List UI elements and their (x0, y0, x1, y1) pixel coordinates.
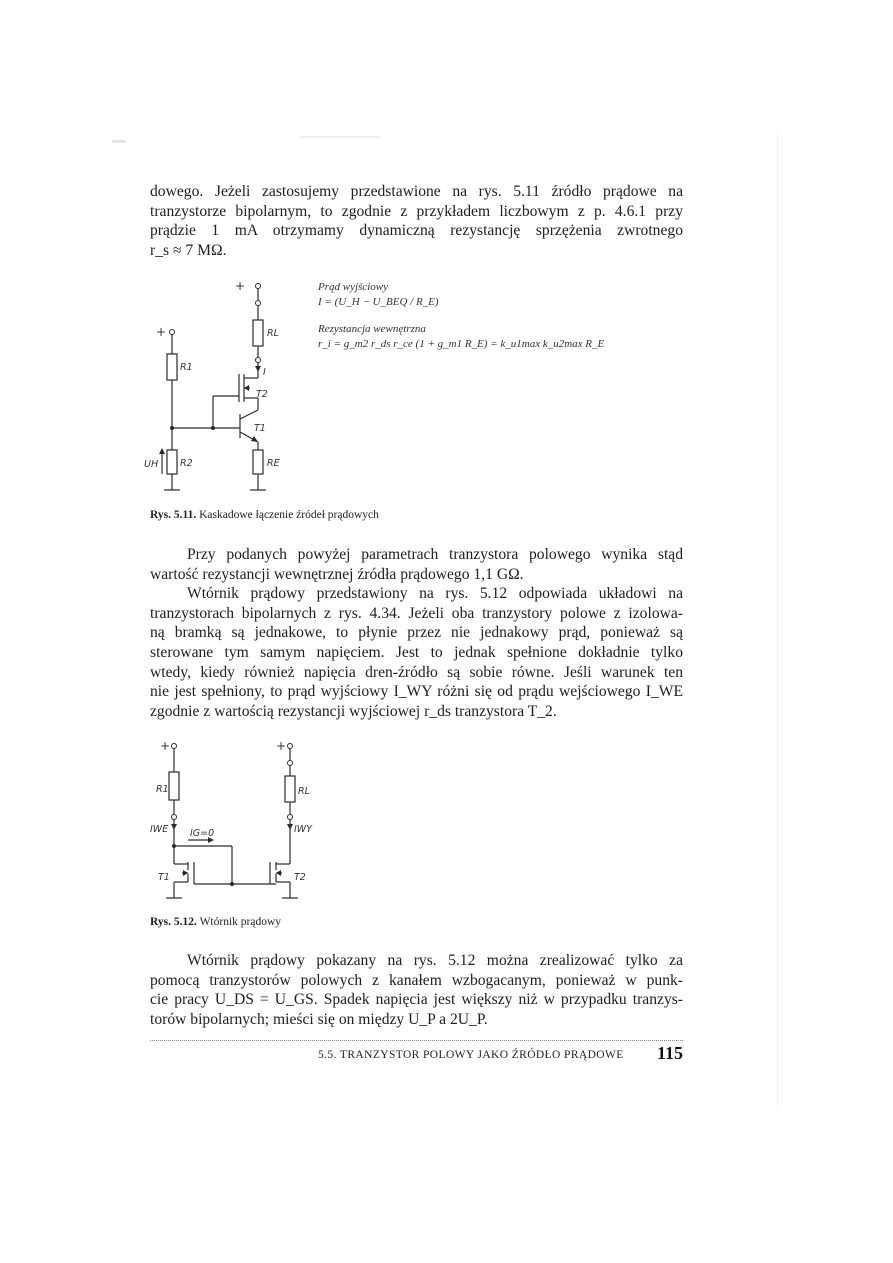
caption-number: Rys. 5.11. (150, 509, 197, 521)
text-line: pomocą tranzystorów polowych z kanałem wzbogacanym, ponieważ w punk- (150, 971, 683, 989)
rl-label: RL (267, 328, 279, 339)
text-line: dowego. Jeżeli zastosujemy przedstawione na rys. 5.11 źródło prądowe na (150, 183, 683, 200)
r2-label: R2 (180, 458, 193, 469)
terminal (288, 815, 293, 820)
t2-label: T2 (256, 389, 268, 400)
text-line: cie pracy U_DS = U_GS. Spadek napięcia jest większy niż w przypadku tranzys- (150, 991, 683, 1009)
uh-label: UH (144, 459, 159, 470)
figure-5-11-caption (150, 509, 379, 521)
formula-title-output-current: Prąd wyjściowy (318, 281, 388, 293)
current-arrow-i (255, 366, 261, 372)
arrow (244, 385, 249, 391)
paragraph-3 (150, 951, 683, 1029)
text-line: wtedy, kiedy również napięcia dren-źródło są sobie równe. Jeśli warunek ten (150, 663, 683, 681)
text-line: r_s ≈ 7 MΩ. (150, 241, 227, 259)
text-line: sterowane tym samym napięciem. Jest to jednak spełnione dokładnie tylko (150, 643, 683, 661)
arrow (159, 448, 165, 454)
t1-label: T1 (158, 872, 170, 883)
terminal (172, 815, 177, 820)
formula-output-current: I = (U_H − U_BEQ / R_E) (318, 296, 439, 308)
text-line: tranzystorze bipolarnym, to zgodnie z przykładem liczbowym z p. 4.6.1 przy (150, 202, 683, 220)
text-line: Wtórnik prądowy przedstawiony na rys. 5.12 odpowiada układowi na (187, 585, 683, 603)
paragraph-2 (150, 545, 683, 721)
scan-edge-mark (777, 130, 778, 1110)
current-arrow-iwy (287, 824, 293, 830)
resistor-rl (253, 320, 263, 346)
resistor-r1 (169, 772, 179, 800)
text-line: wartość rezystancji wewnętrznej źródła prądowego 1,1 GΩ. (150, 565, 524, 583)
paragraph-1 (150, 182, 683, 260)
iwe-label: IWE (150, 824, 169, 835)
arrow (183, 870, 188, 876)
plus-top-label: + (235, 279, 246, 293)
t1-label: T1 (254, 423, 266, 434)
r1-label: R1 (156, 784, 169, 795)
figure-5-11-circuit (140, 276, 320, 498)
node (211, 426, 215, 430)
text-line: Przy podanych powyżej parametrach tranzystora polowego wynika stąd (187, 546, 683, 563)
text-line: zgodnie z wartością rezystancji wyjściowej r_ds tranzystora T_2. (150, 702, 557, 720)
terminal (172, 744, 177, 749)
plus-right-label: + (276, 739, 287, 753)
i-label: I (263, 367, 266, 378)
footer-rule (150, 1040, 683, 1041)
formula-title-internal-resistance: Rezystancja wewnętrzna (318, 323, 426, 335)
figure-5-12-circuit (148, 736, 323, 906)
resistor-re (253, 450, 263, 474)
text-line: nie jest spełniony, to prąd wyjściowy I_WY różni się od prądu wejściowego I_WE (150, 683, 683, 701)
current-arrow-iwe (171, 824, 177, 830)
terminal (256, 284, 261, 289)
formula-internal-resistance: r_i = g_m2 r_ds r_ce (1 + g_m1 R_E) = k_u1max k_u2max R_E (318, 338, 605, 350)
re-label: RE (267, 458, 280, 469)
plus-left-label: + (160, 739, 171, 753)
running-head: 5.5. TRANZYSTOR POLOWY JAKO ŹRÓDŁO PRĄDOWE (318, 1049, 624, 1061)
terminal (256, 358, 261, 363)
text-line: tranzystorach bipolarnych z rys. 4.34. Jeżeli oba tranzystory polowe z izolowa- (150, 604, 683, 622)
caption-number: Rys. 5.12. (150, 916, 197, 928)
page-number: 115 (657, 1043, 684, 1063)
rl-label: RL (298, 786, 310, 797)
resistor-rl (285, 776, 295, 802)
scan-edge-mark (300, 136, 380, 138)
terminal (288, 761, 293, 766)
r1-label: R1 (180, 362, 193, 373)
figure-5-11-formulas (318, 280, 678, 352)
t2-label: T2 (294, 872, 306, 883)
scan-edge-mark (112, 140, 126, 143)
resistor-r2 (167, 450, 177, 474)
text-line: Wtórnik prądowy pokazany na rys. 5.12 można zrealizować tylko za (187, 952, 683, 969)
resistor-r1 (167, 354, 177, 380)
iwy-label: IWY (294, 824, 312, 835)
figure-5-12-caption (150, 916, 281, 928)
terminal (288, 744, 293, 749)
text-line: torów bipolarnych; mieści się on między U_P a 2U_P. (150, 1010, 488, 1028)
caption-text: Wtórnik prądowy (199, 916, 282, 928)
caption-text: Kaskadowe łączenie źródeł prądowych (199, 509, 379, 521)
terminal (170, 330, 175, 335)
terminal (256, 301, 261, 306)
text-line: prądzie 1 mA otrzymamy dynamiczną rezystancję sprzężenia zwrotnego (150, 222, 683, 240)
node (172, 844, 176, 848)
arrow (276, 870, 281, 876)
plus-left-label: + (156, 325, 167, 339)
ig-label: IG=0 (190, 828, 215, 839)
text-line: ną bramką są jednakowe, to płynie przez nie jednakowy prąd, ponieważ są (150, 624, 683, 642)
collector (240, 410, 258, 419)
